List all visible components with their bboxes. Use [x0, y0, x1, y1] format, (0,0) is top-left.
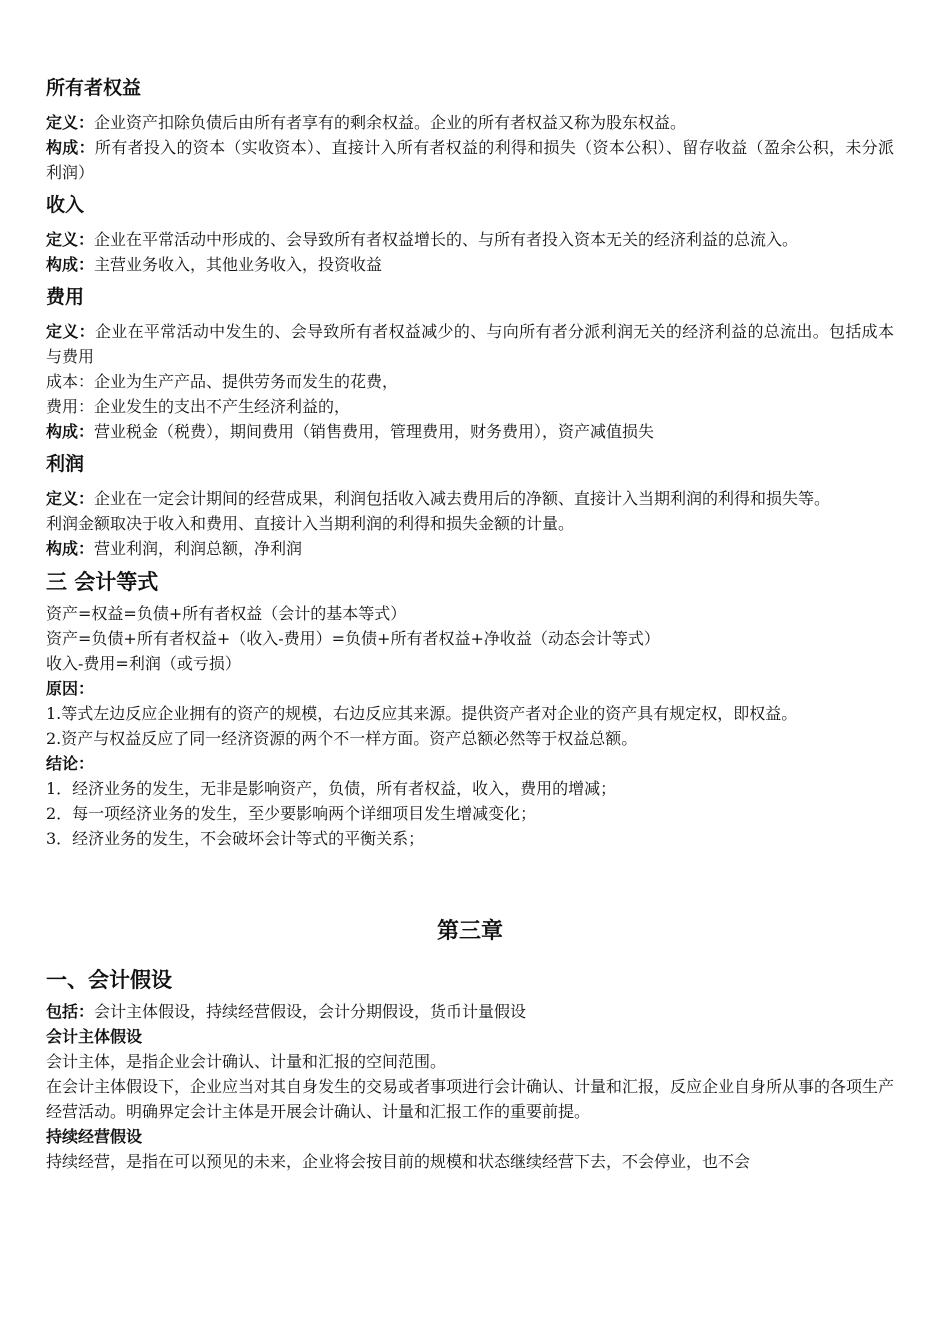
reason-item: 1.等式左边反应企业拥有的资产的规模，右边反应其来源。提供资产者对企业的资产具有规定权，即权益。: [46, 704, 798, 723]
definition-paragraph: [46, 319, 894, 369]
conclusion-item: 3．经济业务的发生，不会破坏会计等式的平衡关系；: [46, 829, 425, 848]
revenue-section: [46, 191, 894, 277]
composition-label: 构成：: [46, 255, 95, 274]
going-concern-heading: 持续经营假设: [46, 1127, 143, 1146]
includes-label: 包括：: [46, 1002, 95, 1021]
composition-label: 构成：: [46, 422, 95, 441]
profit-amount-line: 利润金额取决于收入和费用、直接计入当期利润的利得和损失金额的计量。: [46, 514, 575, 533]
definition-paragraph: [46, 227, 894, 252]
profit-section: [46, 450, 894, 561]
composition-paragraph: [46, 252, 894, 277]
entity-assumption-heading: 会计主体假设: [46, 1027, 143, 1046]
page-spacer: [46, 857, 894, 917]
composition-paragraph: [46, 536, 894, 561]
definition-text: 企业资产扣除负债后由所有者享有的剩余权益。企业的所有者权益又称为股东权益。: [94, 113, 687, 132]
cost-line: 成本：企业为生产产品、提供劳务而发生的花费，: [46, 372, 399, 391]
definition-text: 企业在平常活动中形成的、会导致所有者权益增长的、与所有者投入资本无关的经济利益的总流入。: [94, 230, 799, 249]
includes-paragraph: [46, 999, 894, 1024]
section-heading: 一、会计假设: [46, 968, 172, 992]
conclusion-item: 1．经济业务的发生，无非是影响资产，负债，所有者权益，收入，费用的增减；: [46, 779, 617, 798]
chapter-three-section: [46, 917, 894, 1174]
composition-text: 所有者投入的资本（实收资本）、直接计入所有者权益的利得和损失（资本公积）、留存收益（盈余公积，未分派利润）: [46, 138, 894, 182]
document-page: [46, 74, 894, 1174]
owners-equity-section: [46, 74, 894, 185]
includes-text: 会计主体假设，持续经营假设，会计分期假设，货币计量假设: [94, 1002, 527, 1021]
conclusion-item: 2．每一项经济业务的发生，至少要影响两个详细项目发生增减变化；: [46, 804, 537, 823]
composition-text: 营业利润，利润总额，净利润: [94, 539, 303, 558]
equation-line: 资产=权益=负债+所有者权益（会计的基本等式）: [46, 604, 407, 623]
equation-line: 资产=负债+所有者权益+（收入-费用）=负债+所有者权益+净收益（动态会计等式）: [46, 629, 660, 648]
equation-line: 收入-费用=利润（或亏损）: [46, 654, 241, 673]
definition-label: 定义：: [46, 489, 95, 508]
accounting-equation-section: [46, 567, 894, 851]
definition-label: 定义：: [46, 322, 95, 341]
definition-text: 企业在一定会计期间的经营成果，利润包括收入减去费用后的净额、直接计入当期利润的利得和损失等。: [94, 489, 831, 508]
composition-label: 构成：: [46, 138, 95, 157]
composition-text: 主营业务收入，其他业务收入，投资收益: [94, 255, 383, 274]
reason-label: 原因：: [46, 679, 95, 698]
definition-text: 企业在平常活动中发生的、会导致所有者权益减少的、与向所有者分派利润无关的经济利益的总流出。包括成本与费用: [46, 322, 894, 366]
entity-assumption-line: 会计主体，是指企业会计确认、计量和汇报的空间范围。: [46, 1052, 447, 1071]
section-heading: 收入: [46, 194, 85, 216]
composition-label: 构成：: [46, 539, 95, 558]
composition-paragraph: [46, 135, 894, 185]
definition-label: 定义：: [46, 230, 95, 249]
reason-item: 2.资产与权益反应了同一经济资源的两个不一样方面。资产总额必然等于权益总额。: [46, 729, 638, 748]
entity-assumption-line: 在会计主体假设下，企业应当对其自身发生的交易或者事项进行会计确认、计量和汇报，反应企业自身所从事的各项生产经营活动。明确界定会计主体是开展会计确认、计量和汇报工作的重要前提。: [46, 1077, 895, 1121]
definition-paragraph: [46, 110, 894, 135]
composition-paragraph: [46, 419, 894, 444]
section-heading: 利润: [46, 453, 85, 475]
fee-line: 费用：企业发生的支出不产生经济利益的，: [46, 397, 351, 416]
going-concern-line: 持续经营，是指在可以预见的未来，企业将会按目前的规模和状态继续经营下去，不会停业，也不会: [46, 1152, 751, 1171]
expense-section: [46, 283, 894, 444]
conclusion-label: 结论：: [46, 754, 95, 773]
composition-text: 营业税金（税费），期间费用（销售费用，管理费用，财务费用），资产减值损失: [94, 422, 655, 441]
section-heading: 三 会计等式: [46, 570, 159, 594]
chapter-title: 第三章: [436, 919, 503, 944]
section-heading: 所有者权益: [46, 77, 142, 99]
definition-paragraph: [46, 486, 894, 511]
section-heading: 费用: [46, 286, 85, 308]
definition-label: 定义：: [46, 113, 95, 132]
